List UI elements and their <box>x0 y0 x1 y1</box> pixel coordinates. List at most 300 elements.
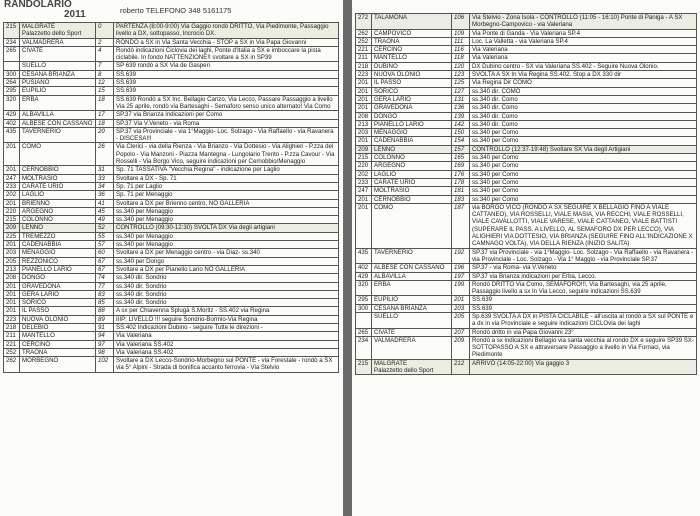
km-cell: 111 <box>452 37 470 45</box>
route-row <box>4 290 339 298</box>
directions-cell: ss.340 dir. Sondrio <box>114 290 339 298</box>
altitude-cell: 208 <box>356 112 372 120</box>
town-cell: LAGLIO <box>20 191 96 199</box>
altitude-cell: 402 <box>356 264 372 272</box>
altitude-cell: 225 <box>4 232 20 240</box>
km-cell: 57 <box>96 241 114 249</box>
km-cell: 199 <box>452 280 470 296</box>
route-row <box>356 46 697 54</box>
altitude-cell: 201 <box>356 104 372 112</box>
directions-cell: SP.37 - via Roma- via V.Veneto <box>470 264 697 272</box>
town-cell: ARGEGNO <box>372 162 452 170</box>
altitude-cell: 201 <box>4 307 20 315</box>
directions-cell: IIIP: LIVELLO !!! seguire Sondrio-Bormio-Via Regina <box>114 315 339 323</box>
km-cell: 60 <box>96 249 114 257</box>
altitude-cell: 203 <box>4 249 20 257</box>
altitude-cell: 233 <box>356 178 372 186</box>
route-row <box>356 104 697 112</box>
altitude-cell: 252 <box>4 348 20 356</box>
km-cell: 20 <box>96 127 114 143</box>
directions-cell: Rondò indicazioni Ciclovia dei laghi, Ponte d'Italia a SX e imboccare la pista ciclabile. In fondo NATTENZIONE!! svoltare a SX in SP39 <box>114 46 339 62</box>
town-cell: DUBINO <box>372 62 452 70</box>
heading-year: 2011 <box>64 9 86 20</box>
km-cell: 45 <box>96 207 114 215</box>
town-cell: CERCINO <box>20 340 96 348</box>
km-cell: 212 <box>452 359 470 375</box>
directions-cell: via BORGO VICO (RONDÒ A SX SEGUIRE X BELLAGIO FINO A VIALE CATTANEO), VIA ROSSELLI, VIALE MASIA, VIA RECCHI, VIALE ROSSELLI, VIALE CAVALLOTTI, VIALE VARESE, VIALE CATTANEO, VIALE BATTISTI (SUPERARE IL PASS. A LIVELLO, AL SEMAFORO DX PER LECCO), VIA ALIGHIERI VIA DOTTESIO, VIA BRIANZA (SEGUIRE FINO ALL'INDICAZIONE X CAMNAGO VOLTA), VIA DELLA RIENZA (INIZIO SALITA) <box>470 203 697 248</box>
km-cell: 136 <box>452 104 470 112</box>
town-cell: SUELLO <box>20 62 96 70</box>
km-cell: 123 <box>452 71 470 79</box>
route-row <box>4 241 339 249</box>
km-cell: 183 <box>452 195 470 203</box>
altitude-cell: 300 <box>356 304 372 312</box>
route-row <box>356 328 697 336</box>
km-cell: 18 <box>96 119 114 127</box>
directions-cell: ss.340 dir. Sondrio <box>114 299 339 307</box>
directions-cell: ss.340 per Menaggio <box>114 216 339 224</box>
altitude-cell: 252 <box>356 37 372 45</box>
km-cell: 49 <box>96 216 114 224</box>
altitude-cell: 205 <box>4 257 20 265</box>
directions-cell: ss.340 per Como <box>470 195 697 203</box>
route-row <box>4 207 339 215</box>
route-row <box>4 340 339 348</box>
directions-cell: SS.639 Rondò a SX Inc. Bellagio Canzo, Via Lecco, Passare Passaggio a livello Via 25 aprile, rondò via Bartesaghi - Semaforo senso unico alternato! Via Como <box>114 95 339 111</box>
directions-cell: Sp. 71 per Laglio <box>114 182 339 190</box>
km-cell: 83 <box>96 290 114 298</box>
directions-cell: ss.340 dir. Como <box>470 112 697 120</box>
directions-cell: SS.639 <box>114 87 339 95</box>
town-cell: PUSIANO <box>20 79 96 87</box>
altitude-cell: 295 <box>4 87 20 95</box>
town-cell: IL PASSO <box>20 307 96 315</box>
altitude-cell: 201 <box>4 282 20 290</box>
town-cell: MENAGGIO <box>372 129 452 137</box>
route-row <box>356 170 697 178</box>
altitude-cell: 429 <box>356 272 372 280</box>
directions-cell: SS.402 Indicazioni Dubino - seguire Tutte le direzioni - <box>114 323 339 331</box>
town-cell: VALMADRERA <box>20 38 96 46</box>
town-cell: TREMEZZO <box>20 232 96 240</box>
altitude-cell: 213 <box>356 120 372 128</box>
route-row <box>4 38 339 46</box>
directions-cell: DX Dubino centro - SX via Valeriana SS.402 - Seguire Nuova Olonio. <box>470 62 697 70</box>
altitude-cell: 215 <box>356 359 372 375</box>
km-cell: 196 <box>452 264 470 272</box>
contact-phone: roberto TELEFONO 348 5161175 <box>120 6 232 15</box>
directions-cell: Via Valeriana <box>470 54 697 62</box>
altitude-cell: 201 <box>356 95 372 103</box>
directions-cell: SP.37 via Brianza indicazioni per Como <box>114 111 339 119</box>
km-cell: 150 <box>452 129 470 137</box>
directions-cell: SP.37 via Provinciale - via 1°Maggio- Loc. Solzago - Via Raffaello - via Ravanera - via Provinciale - Loc. Solzago - Via 1° Maggio - via Provinciale SP.37 <box>470 248 697 264</box>
route-row <box>4 357 339 373</box>
km-cell: 77 <box>96 282 114 290</box>
route-row <box>4 166 339 174</box>
altitude-cell: 265 <box>356 328 372 336</box>
km-cell: 120 <box>452 62 470 70</box>
route-row <box>356 336 697 359</box>
town-cell: CERCINO <box>372 46 452 54</box>
route-row <box>356 304 697 312</box>
km-cell: 26 <box>96 143 114 166</box>
route-row <box>356 29 697 37</box>
km-cell: 178 <box>452 178 470 186</box>
altitude-cell: 402 <box>4 119 20 127</box>
route-row <box>356 264 697 272</box>
route-row <box>356 120 697 128</box>
km-cell: 154 <box>452 137 470 145</box>
directions-cell: ss.340 per Dongo <box>114 257 339 265</box>
town-cell: LENNO <box>372 145 452 153</box>
km-cell: 67 <box>96 265 114 273</box>
town-cell: MOLTRASIO <box>20 174 96 182</box>
km-cell: 17 <box>96 111 114 119</box>
town-cell: SUELLO <box>372 312 452 328</box>
directions-cell: SS.639 <box>114 70 339 78</box>
km-cell: 15 <box>96 87 114 95</box>
altitude-cell: 201 <box>356 137 372 145</box>
directions-cell: ss.340 dir. Sondrio <box>114 282 339 290</box>
town-cell: BRIENNO <box>20 199 96 207</box>
route-row <box>356 178 697 186</box>
directions-cell: ss.340 dir. COMO <box>470 87 697 95</box>
town-cell: TAVERNERIO <box>20 127 96 143</box>
route-row <box>356 280 697 296</box>
town-cell: PIANELLO LARIO <box>372 120 452 128</box>
directions-cell: Via Valeriana <box>470 46 697 54</box>
altitude-cell: 201 <box>4 166 20 174</box>
km-cell: 89 <box>96 315 114 323</box>
altitude-cell: 201 <box>356 195 372 203</box>
town-cell: COLONNO <box>20 216 96 224</box>
route-row <box>356 87 697 95</box>
town-cell: PIANELLO LARIO <box>20 265 96 273</box>
km-cell: 209 <box>452 336 470 359</box>
altitude-cell: 209 <box>4 224 20 232</box>
route-row <box>4 282 339 290</box>
town-cell: REZZONICO <box>20 257 96 265</box>
town-cell: TALAMONA <box>372 14 452 30</box>
km-cell: 12 <box>96 79 114 87</box>
route-table-outbound <box>3 22 339 373</box>
directions-cell: SS.639 <box>470 296 697 304</box>
town-cell: TAVERNERIO <box>372 248 452 264</box>
km-cell: 36 <box>96 191 114 199</box>
town-cell: GRAVEDONA <box>372 104 452 112</box>
altitude-cell: 220 <box>356 162 372 170</box>
directions-cell: SP.37 via Brianza indicazioni per Erba, Lecco. <box>470 272 697 280</box>
altitude-cell: 215 <box>356 154 372 162</box>
km-cell: 142 <box>452 120 470 128</box>
altitude-cell: 201 <box>356 203 372 248</box>
altitude-cell: 211 <box>4 332 20 340</box>
directions-cell: Via Stelvio - Zona Isola - CONTROLLO (11:05 - 16:10) Ponte di Paniga - A SX Morbegno-Campovico - via Valeriana <box>470 14 697 30</box>
km-cell: 102 <box>96 357 114 373</box>
route-row <box>356 272 697 280</box>
heading-title: RANDOLARIO <box>4 0 72 10</box>
directions-cell: PARTENZA (8:00-9:00) Via Gaggio rondò DRITTO, Via Piedimonte, Passaggio livello a DX, sottopasso, Incrocio DX. <box>114 23 339 39</box>
directions-cell: ss.340 dir. Como <box>470 104 697 112</box>
km-cell: 197 <box>452 272 470 280</box>
town-cell: SORICO <box>20 299 96 307</box>
route-row <box>356 137 697 145</box>
km-cell: 52 <box>96 224 114 232</box>
km-cell: 18 <box>96 95 114 111</box>
route-row <box>356 112 697 120</box>
altitude-cell: 223 <box>4 315 20 323</box>
route-row <box>4 191 339 199</box>
altitude-cell: 435 <box>4 127 20 143</box>
km-cell: 34 <box>96 182 114 190</box>
town-cell: NUOVA OLONIO <box>20 315 96 323</box>
town-cell: MALGRATE Palazzetto dello Sport <box>372 359 452 375</box>
route-row <box>4 119 339 127</box>
altitude-cell: 218 <box>356 62 372 70</box>
route-row <box>4 332 339 340</box>
km-cell: 41 <box>96 199 114 207</box>
altitude-cell: 201 <box>4 241 20 249</box>
km-cell: 176 <box>452 170 470 178</box>
km-cell: 55 <box>96 232 114 240</box>
directions-cell: ss.340 per Como <box>470 154 697 162</box>
directions-cell: Via Ponte di Ganda - Via Valeriana SP.4 <box>470 29 697 37</box>
directions-cell: CONTROLLO (12:37-19:48) Svoltare SX Via degli Artigiani <box>470 145 697 153</box>
km-cell: 98 <box>96 348 114 356</box>
town-cell: MANTELLO <box>372 54 452 62</box>
altitude-cell <box>4 62 20 70</box>
route-row <box>4 95 339 111</box>
km-cell: 85 <box>96 299 114 307</box>
altitude-cell: 247 <box>356 187 372 195</box>
town-cell: NUOVA OLONIO <box>372 71 452 79</box>
town-cell: EUPILIO <box>20 87 96 95</box>
directions-cell: ss.340 per Como <box>470 162 697 170</box>
directions-cell: Rondò DRITTO Via Como, SEMAFORO!!!, Via Bartesaghi, via 25 aprile, Passaggio livello a sx In Via Lecco, seguire indicazioni SS.639 <box>470 280 697 296</box>
directions-cell: Sp. 71 per Menaggio <box>114 191 339 199</box>
route-row <box>4 323 339 331</box>
town-cell: GERA LARIO <box>20 290 96 298</box>
route-row <box>4 23 339 39</box>
town-cell: LENNO <box>20 224 96 232</box>
directions-cell: Loc. La Valletta - via Valeriana SP.4 <box>470 37 697 45</box>
route-row <box>4 46 339 62</box>
km-cell: 8 <box>96 70 114 78</box>
directions-cell: ss.340 per Menaggio <box>114 207 339 215</box>
town-cell: GERA LARIO <box>372 95 452 103</box>
altitude-cell: 295 <box>356 296 372 304</box>
town-cell: GRAVEDONA <box>20 282 96 290</box>
route-row <box>4 62 339 70</box>
altitude-cell: 203 <box>356 129 372 137</box>
town-cell: CARATE URIO <box>20 182 96 190</box>
directions-cell: ss.340 dir. Como <box>470 120 697 128</box>
directions-cell: Via Valeriana <box>114 332 339 340</box>
town-cell: MANTELLO <box>20 332 96 340</box>
route-row <box>356 71 697 79</box>
altitude-cell: 429 <box>4 111 20 119</box>
directions-cell: ss.340 per Como <box>470 137 697 145</box>
km-cell: 88 <box>96 307 114 315</box>
town-cell: MOLTRASIO <box>372 187 452 195</box>
town-cell: CADENABBIA <box>20 241 96 249</box>
town-cell: ARGEGNO <box>20 207 96 215</box>
directions-cell: ss.340 dir. Sondrio <box>114 274 339 282</box>
altitude-cell: 234 <box>356 336 372 359</box>
km-cell: 67 <box>96 257 114 265</box>
directions-cell: Rondò dritto in via Papa Giovanni 23° <box>470 328 697 336</box>
km-cell: 207 <box>452 328 470 336</box>
km-cell: 205 <box>452 312 470 328</box>
altitude-cell: 208 <box>4 274 20 282</box>
altitude-cell: 320 <box>356 280 372 296</box>
altitude-cell: 201 <box>4 199 20 207</box>
route-row <box>4 111 339 119</box>
altitude-cell: 220 <box>4 207 20 215</box>
route-row <box>356 296 697 304</box>
route-row <box>356 195 697 203</box>
altitude-cell: 247 <box>4 174 20 182</box>
town-cell: TRAONA <box>372 37 452 45</box>
km-cell: 7 <box>96 62 114 70</box>
directions-cell: A sx per Chiavenna Splugà S.Moritz - SS.402 via Regina <box>114 307 339 315</box>
town-cell: COLONNO <box>372 154 452 162</box>
route-row <box>356 37 697 45</box>
route-row <box>356 312 697 328</box>
route-row <box>4 79 339 87</box>
altitude-cell: 221 <box>356 46 372 54</box>
directions-cell: Via Regina Dir COMO <box>470 79 697 87</box>
altitude-cell: 201 <box>4 299 20 307</box>
page-heading <box>4 0 86 20</box>
route-row <box>356 54 697 62</box>
km-cell: 0 <box>96 23 114 39</box>
town-cell: CAMPOVICO <box>372 29 452 37</box>
altitude-cell: 202 <box>356 170 372 178</box>
altitude-cell: 264 <box>4 79 20 87</box>
km-cell: 31 <box>96 166 114 174</box>
town-cell: ERBA <box>372 280 452 296</box>
km-cell: 106 <box>452 14 470 30</box>
km-cell: 192 <box>452 248 470 264</box>
directions-cell: Via Clerici - via della Rienza - Via Brianzo - Via Dottesio - Via Alighieri - P.zza del Popolo - Via Manzoni - Piazza Mantegna - Lungolario Trento - P.zza Cavour - Via Rosselli - Via Borgo Vico, seguire indicazioni per Cernobbio/Menaggio <box>114 143 339 166</box>
directions-cell: Via Valeriana SS.402 <box>114 348 339 356</box>
town-cell: VALMADRERA <box>372 336 452 359</box>
route-row <box>4 299 339 307</box>
town-cell: CESANA BRIANZA <box>372 304 452 312</box>
route-table-return <box>355 13 697 375</box>
route-row <box>356 162 697 170</box>
directions-cell: Svoltare a DX per Pianello Lario NO GALLERIA <box>114 265 339 273</box>
route-sheet-left <box>0 0 343 516</box>
directions-cell: ss.340 per Como <box>470 178 697 186</box>
directions-cell: Svoltare a DX Lecco-Sondrio-Morbegno sul PONTE - via Forestale - rondò a SX via 5° Alpini - Strada di bonifica accanto ferrovia - Via Stelvio <box>114 357 339 373</box>
town-cell: MENAGGIO <box>20 249 96 257</box>
altitude-cell: 262 <box>4 357 20 373</box>
km-cell: 157 <box>452 145 470 153</box>
town-cell: TRAONA <box>20 348 96 356</box>
altitude-cell: 218 <box>4 323 20 331</box>
route-row <box>4 70 339 78</box>
town-cell: COMO <box>20 143 96 166</box>
town-cell: ERBA <box>20 95 96 111</box>
altitude-cell: 201 <box>356 79 372 87</box>
directions-cell: SVOLTA A SX In Via Regina SS.402. Stop a DX 330 dir <box>470 71 697 79</box>
route-row <box>356 359 697 375</box>
route-row <box>4 174 339 182</box>
altitude-cell: 202 <box>4 191 20 199</box>
route-row <box>4 87 339 95</box>
route-row <box>356 129 697 137</box>
altitude-cell <box>356 312 372 328</box>
route-sheet-right <box>352 0 700 516</box>
km-cell: 131 <box>452 95 470 103</box>
directions-cell: ss.340 dir. Como <box>470 95 697 103</box>
route-row <box>4 315 339 323</box>
directions-cell: SP 639 rondò a SX Via de Gasperi <box>114 62 339 70</box>
km-cell: 125 <box>452 79 470 87</box>
route-row <box>4 199 339 207</box>
route-row <box>4 249 339 257</box>
town-cell: MORBEGNO <box>20 357 96 373</box>
town-cell: EUPILIO <box>372 296 452 304</box>
directions-cell: SP.37 via Provinciale - via 1°Maggio- Loc. Solzago - Via Raffaello - via Ravanera - DISCESA!!! <box>114 127 339 143</box>
town-cell: ALBAVILLA <box>372 272 452 280</box>
altitude-cell: 234 <box>4 38 20 46</box>
km-cell: 181 <box>452 187 470 195</box>
town-cell: IL PASSO <box>372 79 452 87</box>
town-cell: COMO <box>372 203 452 248</box>
km-cell: 97 <box>96 340 114 348</box>
altitude-cell: 201 <box>356 87 372 95</box>
km-cell: 94 <box>96 332 114 340</box>
route-row <box>4 224 339 232</box>
town-cell: ALBAVILLA <box>20 111 96 119</box>
route-row <box>4 274 339 282</box>
km-cell: 127 <box>452 87 470 95</box>
route-row <box>4 257 339 265</box>
route-row <box>356 14 697 30</box>
altitude-cell: 213 <box>4 265 20 273</box>
km-cell: 187 <box>452 203 470 248</box>
km-cell: 91 <box>96 323 114 331</box>
directions-cell: Svoltare a DX per Menaggio centro - via Diaz- ss.340 <box>114 249 339 257</box>
directions-cell: CONTROLLO (09:30-12:30) SVOLTA DX Via degli artigiani <box>114 224 339 232</box>
km-cell: 203 <box>452 304 470 312</box>
route-row <box>356 145 697 153</box>
km-cell: 4 <box>96 46 114 62</box>
directions-cell: Svoltare a DX - Sp. 71 <box>114 174 339 182</box>
directions-cell: Svoltare a DX per Brienno centro, NO GALLERIA <box>114 199 339 207</box>
km-cell: 118 <box>452 54 470 62</box>
directions-cell: ss.340 per Como <box>470 129 697 137</box>
directions-cell: Sp.639 SVOLTA A DX in PISTA CICLABILE - all'uscita al rondò a SX sul PONTE e a dx in via Provinciale e seguire indicazioni CICLOvia dei laghi <box>470 312 697 328</box>
altitude-cell: 233 <box>4 182 20 190</box>
route-row <box>4 348 339 356</box>
town-cell: ALBESE CON CASSANO <box>20 119 96 127</box>
directions-cell: ss.340 per Menaggio <box>114 241 339 249</box>
directions-cell: Via Valeriana SS.402 <box>114 340 339 348</box>
town-cell: CIVATE <box>20 46 96 62</box>
altitude-cell: 272 <box>356 14 372 30</box>
directions-cell: ss.340 per Como <box>470 187 697 195</box>
altitude-cell: 211 <box>356 54 372 62</box>
town-cell: LAGLIO <box>372 170 452 178</box>
km-cell: 165 <box>452 154 470 162</box>
route-row <box>356 62 697 70</box>
km-cell: 139 <box>452 112 470 120</box>
